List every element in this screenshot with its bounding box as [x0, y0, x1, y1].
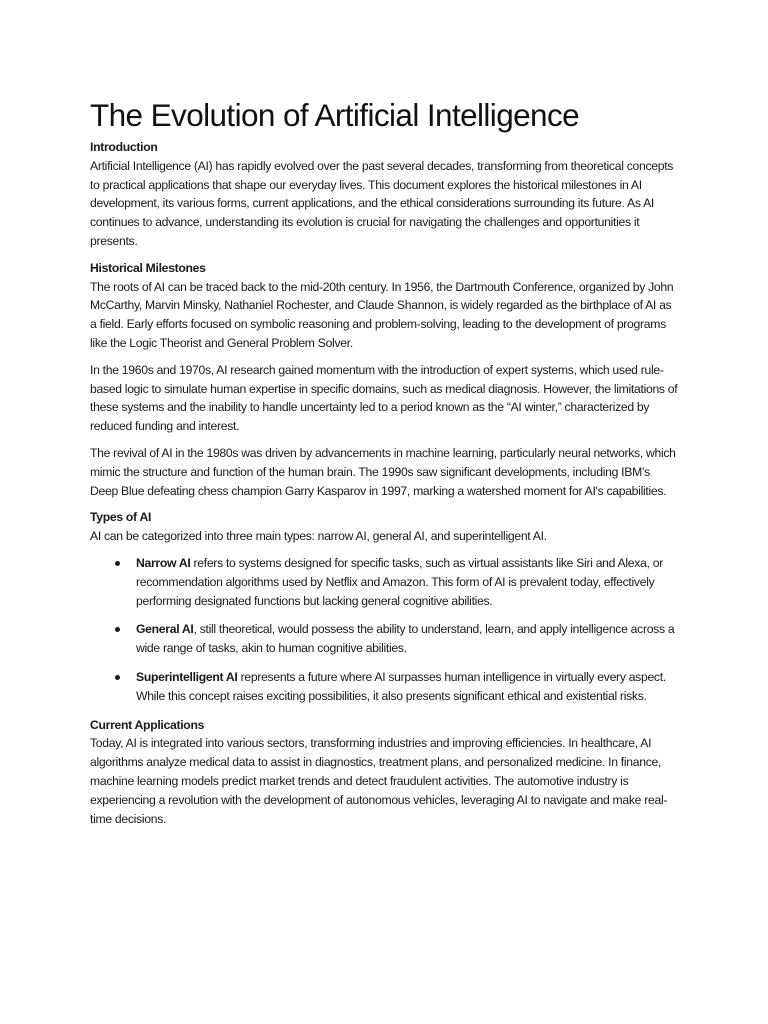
historical-milestones-paragraph: In the 1960s and 1970s, AI research gained momentum with the introduction of expert systems, which used rule-based logic to simulate human expertise in specific domains, such as medical diagnosis. However, the limitations of these systems and the inability to handle uncertainty led to a period known as the “AI winter,” characterized by reduced funding and interest.	[90, 362, 678, 434]
types-of-ai-intro: AI can be categorized into three main types: narrow AI, general AI, and superintelligent AI.	[90, 529, 547, 544]
bullet-icon	[115, 675, 120, 680]
historical-milestones-paragraph: The revival of AI in the 1980s was driven by advancements in machine learning, particularly neural networks, which mimic the structure and function of the human brain. The 1990s saw significant developments, including IBM’s Deep Blue defeating chess champion Garry Kasparov in 1997, marking a watershed moment for AI's capabilities.	[90, 445, 676, 498]
document-body	[90, 96, 680, 836]
bullet-text: refers to systems designed for specific tasks, such as virtual assistants like Siri and Alexa, or recommendation algorithms used by Netflix and Amazon. This form of AI is prevalent today, effectively performing designated functions but lacking general cognitive abilities.	[136, 555, 663, 608]
bullet-term: Superintelligent AI	[136, 669, 238, 684]
bullet-text: represents a future where AI surpasses human intelligence in virtually every aspect. While this concept raises exciting possibilities, it also presents significant ethical and existential risks.	[136, 669, 666, 703]
historical-milestones-section	[90, 259, 680, 501]
document-title: The Evolution of Artificial Intelligence	[90, 97, 580, 133]
introduction-paragraph: Artificial Intelligence (AI) has rapidly evolved over the past several decades, transforming from theoretical concepts to practical applications that shape our everyday lives. This document explores the historical milestones in AI development, its various forms, current applications, and the ethical considerations surrounding its future. As AI continues to advance, understanding its evolution is crucial for navigating the challenges and opportunities it presents.	[90, 158, 674, 248]
current-applications-section	[90, 716, 680, 829]
list-item	[90, 668, 680, 706]
types-of-ai-section	[90, 508, 680, 705]
historical-milestones-paragraph: The roots of AI can be traced back to the mid-20th century. In 1956, the Dartmouth Conference, organized by John McCarthy, Marvin Minsky, Nathaniel Rochester, and Claude Shannon, is widely regarded as the birthplace of AI as a field. Early efforts focused on symbolic reasoning and problem-solving, leading to the development of programs like the Logic Theorist and General Problem Solver.	[90, 279, 674, 350]
historical-milestones-heading: Historical Milestones	[90, 260, 206, 275]
list-item	[90, 554, 680, 610]
introduction-heading: Introduction	[90, 140, 158, 154]
bullet-term: General AI	[136, 622, 194, 637]
current-applications-paragraph: Today, AI is integrated into various sectors, transforming industries and improving efficiencies. In healthcare, AI algorithms analyze medical data to assist in diagnostics, treatment plans, and personalized medicine. In finance, machine learning models predict market trends and detect fraudulent activities. The automotive industry is experiencing a revolution with the development of autonomous vehicles, leveraging AI to navigate and make real-time decisions.	[90, 736, 668, 826]
bullet-term: Narrow AI	[136, 555, 191, 570]
current-applications-heading: Current Applications	[90, 717, 205, 732]
bullet-text: , still theoretical, would possess the ability to understand, learn, and apply intelligence across a wide range of tasks, akin to human cognitive abilities.	[136, 622, 675, 656]
list-item	[90, 620, 680, 658]
bullet-icon	[115, 627, 120, 632]
introduction-section	[90, 138, 680, 251]
types-of-ai-heading: Types of AI	[90, 510, 152, 525]
bullet-icon	[115, 561, 120, 566]
types-of-ai-list	[90, 554, 680, 706]
